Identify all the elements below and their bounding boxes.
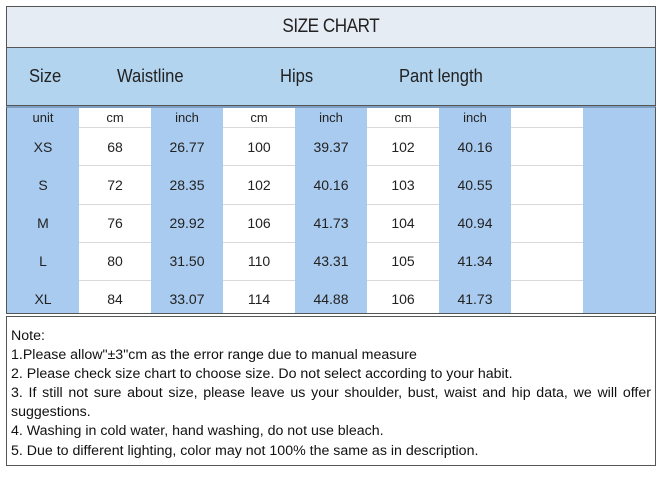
note-line: 4. Washing in cold water, hand washing, do not use bleach.: [11, 423, 384, 440]
divider: [511, 204, 583, 205]
table-cell: 40.55: [457, 177, 493, 193]
table-cell: 41.34: [457, 253, 493, 269]
table-cell: 40.16: [313, 177, 349, 193]
divider: [511, 280, 583, 281]
table-cell: 106: [391, 291, 415, 307]
table-header-row: [6, 48, 656, 106]
table-cell: 84: [107, 291, 123, 307]
unit-cell: inch: [463, 110, 487, 125]
table-cell: XS: [33, 139, 53, 155]
divider: [79, 242, 151, 243]
size-table: [6, 106, 656, 314]
table-cell: 68: [107, 139, 123, 155]
table-cell: 41.73: [313, 215, 349, 231]
divider: [79, 280, 151, 281]
table-cell: L: [39, 253, 47, 269]
table-cell: 100: [247, 139, 271, 155]
table-cell: 26.77: [169, 139, 205, 155]
divider: [79, 204, 151, 205]
notes-heading: Note:: [11, 328, 45, 344]
note-line: 5. Due to different lighting, color may not 100% the same as in description.: [11, 442, 479, 459]
divider: [79, 165, 151, 166]
table-cell: 72: [107, 177, 123, 193]
divider: [223, 280, 295, 281]
divider: [367, 204, 439, 205]
table-cell: S: [38, 177, 48, 193]
table-cell: 39.37: [313, 139, 349, 155]
table-cell: 29.92: [169, 215, 205, 231]
table-cell: XL: [34, 291, 52, 307]
table-cell: 31.50: [169, 253, 205, 269]
table-cell: 40.16: [457, 139, 493, 155]
header-pant-length: Pant length: [399, 66, 483, 86]
divider: [511, 127, 583, 128]
table-cell: 28.35: [169, 177, 205, 193]
divider: [367, 280, 439, 281]
table-cell: 105: [391, 253, 415, 269]
table-cell: 106: [247, 215, 271, 231]
table-cell: 33.07: [169, 291, 205, 307]
divider: [79, 127, 151, 128]
unit-label: unit: [32, 110, 54, 125]
table-cell: 102: [391, 139, 415, 155]
divider: [511, 242, 583, 243]
table-cell: 40.94: [457, 215, 493, 231]
divider: [223, 204, 295, 205]
unit-cell: cm: [106, 110, 124, 125]
notes-box: [6, 316, 656, 466]
divider: [367, 127, 439, 128]
table-cell: 44.88: [313, 291, 349, 307]
divider: [367, 165, 439, 166]
divider: [223, 127, 295, 128]
table-cell: 76: [107, 215, 123, 231]
table-cell: 41.73: [457, 291, 493, 307]
divider: [367, 242, 439, 243]
table-cell: 80: [107, 253, 123, 269]
divider: [223, 165, 295, 166]
size-chart-title: SIZE CHART: [282, 16, 380, 37]
table-cell: M: [37, 215, 49, 231]
table-cell: 103: [391, 177, 415, 193]
unit-cell: inch: [175, 110, 199, 125]
note-line: 1.Please allow"±3"cm as the error range due to manual measure: [11, 347, 417, 364]
table-cell: 104: [391, 215, 415, 231]
header-hips: Hips: [280, 66, 314, 86]
unit-cell: cm: [394, 110, 412, 125]
note-line: 2. Please check size chart to choose size. Do not select according to your habit.: [11, 366, 513, 383]
unit-cell: inch: [319, 110, 343, 125]
table-cell: 110: [247, 253, 271, 269]
unit-cell: cm: [250, 110, 268, 125]
table-cell: 102: [247, 177, 271, 193]
divider: [511, 165, 583, 166]
divider: [223, 242, 295, 243]
column-empty: [511, 108, 583, 313]
note-line: 3. If still not sure about size, please leave us your shoulder, bust, waist and hip data, we will offer suggestions.: [11, 385, 651, 421]
table-cell: 43.31: [313, 253, 349, 269]
header-waistline: Waistline: [117, 66, 184, 86]
table-cell: 114: [247, 291, 271, 307]
header-size: Size: [29, 66, 62, 86]
column-empty-blue: [583, 108, 655, 313]
size-chart-title-bar: [6, 6, 656, 48]
